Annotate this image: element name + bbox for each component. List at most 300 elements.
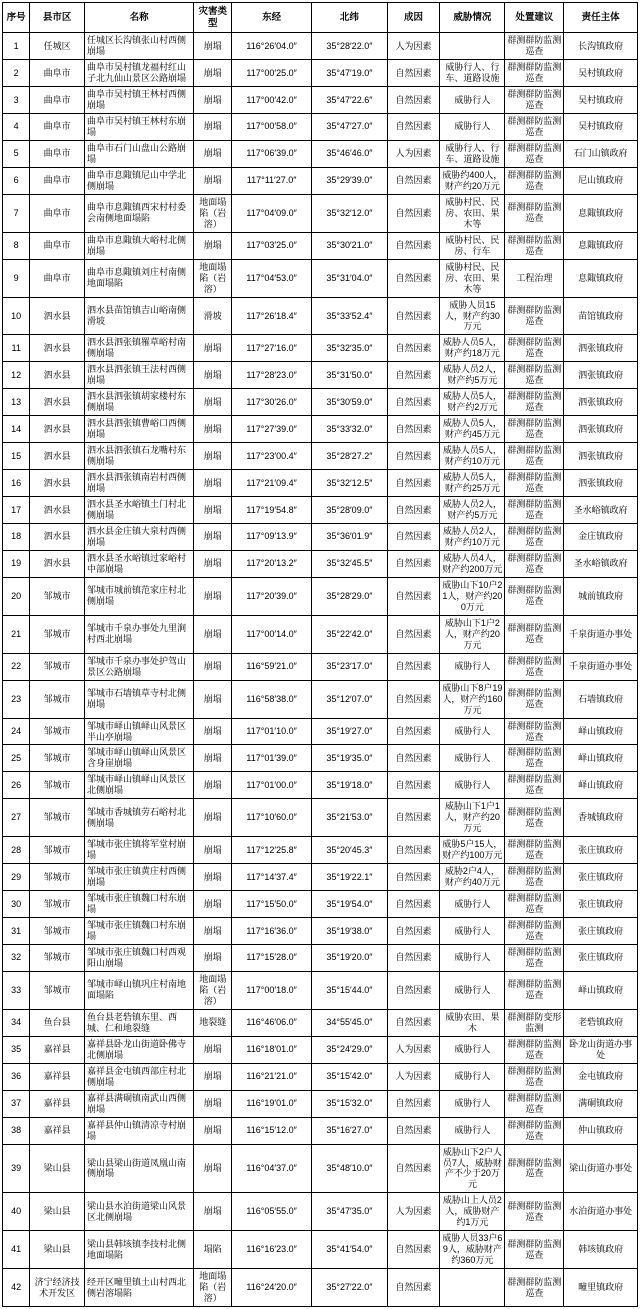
table-row: [3, 745, 638, 772]
table-row: [3, 799, 638, 837]
cell-county: 曲阜市: [30, 259, 85, 297]
cell-longitude: 116°24′20.0″: [232, 1269, 312, 1307]
cell-county: 任城区: [30, 33, 85, 60]
cell-threat: 威胁行人: [440, 1090, 505, 1117]
cell-threat: 威胁人员5人，财产约2万元: [440, 389, 505, 416]
cell-latitude: 35°19′18.0″: [312, 772, 388, 799]
cell-threat: 威胁行人: [440, 718, 505, 745]
cell-name: 任城区长沟镇张山村西侧崩塌: [84, 33, 193, 60]
cell-latitude: 35°32′35.0″: [312, 335, 388, 362]
cell-cause: 自然因素: [387, 653, 440, 680]
cell-county: 梁山县: [30, 1231, 85, 1269]
cell-recommendation: 群测群防监测巡查: [505, 443, 564, 470]
cell-responsible-party: 泗张镇政府: [564, 443, 638, 470]
table-row: [3, 1117, 638, 1144]
cell-recommendation: 群测群防监测巡查: [505, 416, 564, 443]
cell-latitude: 35°15′42.0″: [312, 1063, 388, 1090]
table-row: [3, 194, 638, 232]
cell-latitude: 35°33′52.4″: [312, 297, 388, 335]
cell-index: 5: [3, 140, 30, 167]
cell-cause: 自然因素: [387, 680, 440, 718]
cell-latitude: 35°47′19.0″: [312, 60, 388, 87]
cell-name: 嘉祥县金屯镇西部庄村北侧崩塌: [84, 1063, 193, 1090]
cell-cause: 自然因素: [387, 718, 440, 745]
cell-index: 11: [3, 335, 30, 362]
cell-recommendation: 群测群防监测巡查: [505, 1269, 564, 1307]
cell-index: 32: [3, 945, 30, 972]
cell-latitude: 35°28′22.0″: [312, 33, 388, 60]
column-header-recommendation: 处置建议: [505, 3, 564, 33]
cell-hazard-type: 崩塌: [194, 680, 232, 718]
cell-threat: [440, 1269, 505, 1307]
cell-name: 邹城市千泉办事处九里涧村西北崩塌: [84, 615, 193, 653]
cell-longitude: 117°26′18.4″: [232, 297, 312, 335]
cell-county: 邹城市: [30, 971, 85, 1009]
cell-county: 邹城市: [30, 680, 85, 718]
cell-longitude: 116°04′37.0″: [232, 1144, 312, 1193]
cell-latitude: 35°48′10.0″: [312, 1144, 388, 1193]
cell-latitude: 35°32′12.0″: [312, 194, 388, 232]
cell-threat: 威胁山下1户1人，财产约20万元: [440, 799, 505, 837]
table-row: [3, 772, 638, 799]
cell-name: 邹城市张庄镇魏口村西观阳山崩塌: [84, 945, 193, 972]
cell-latitude: 35°30′59.0″: [312, 389, 388, 416]
cell-recommendation: 群测群防监测巡查: [505, 60, 564, 87]
cell-county: 邹城市: [30, 891, 85, 918]
cell-county: 梁山县: [30, 1144, 85, 1193]
cell-hazard-type: 崩塌: [194, 772, 232, 799]
cell-responsible-party: 张庄镇政府: [564, 891, 638, 918]
cell-name: 曲阜市息陬镇西宋村村委会南侧地面塌陷: [84, 194, 193, 232]
cell-longitude: 117°03′25.0″: [232, 232, 312, 259]
cell-index: 6: [3, 167, 30, 194]
cell-index: 22: [3, 653, 30, 680]
cell-responsible-party: 圣水峪镇政府: [564, 550, 638, 577]
cell-county: 曲阜市: [30, 60, 85, 87]
cell-name: 邹城市峄山镇峄山风景区北侧崩塌: [84, 772, 193, 799]
table-row: [3, 918, 638, 945]
cell-latitude: 35°47′22.6″: [312, 87, 388, 114]
cell-county: 泗水县: [30, 524, 85, 551]
cell-threat: [440, 33, 505, 60]
cell-name: 邹城市峄山镇巩庄村南地面塌陷: [84, 971, 193, 1009]
cell-latitude: 35°32′12.5″: [312, 470, 388, 497]
cell-responsible-party: 峄山镇政府: [564, 745, 638, 772]
cell-threat: 威胁约400人，财产约20万元: [440, 167, 505, 194]
cell-hazard-type: 崩塌: [194, 470, 232, 497]
cell-cause: 自然因素: [387, 470, 440, 497]
cell-responsible-party: 息陬镇政府: [564, 259, 638, 297]
cell-name: 泗水县泗张镇曹峪口西侧崩塌: [84, 416, 193, 443]
cell-county: 泗水县: [30, 497, 85, 524]
table-row: [3, 864, 638, 891]
cell-threat: 威胁行人: [440, 1036, 505, 1063]
cell-hazard-type: 崩塌: [194, 167, 232, 194]
cell-index: 37: [3, 1090, 30, 1117]
cell-recommendation: 群测群防监测巡查: [505, 297, 564, 335]
cell-threat: 威胁行人、行车、道路设施: [440, 60, 505, 87]
cell-cause: 自然因素: [387, 615, 440, 653]
cell-index: 33: [3, 971, 30, 1009]
cell-threat: 威胁行人: [440, 113, 505, 140]
cell-latitude: 35°29′39.0″: [312, 167, 388, 194]
cell-name: 邹城市千泉办事处护驾山景区公路崩塌: [84, 653, 193, 680]
cell-threat: 威胁农田、果木: [440, 1009, 505, 1036]
table-row: [3, 33, 638, 60]
cell-hazard-type: 崩塌: [194, 550, 232, 577]
cell-threat: 威胁人员33户69人，威胁财产约360万元: [440, 1231, 505, 1269]
cell-threat: 威胁行人、行车、道路设施: [440, 140, 505, 167]
cell-longitude: 117°00′18.0″: [232, 971, 312, 1009]
cell-hazard-type: 崩塌: [194, 87, 232, 114]
cell-hazard-type: 崩塌: [194, 718, 232, 745]
cell-index: 38: [3, 1117, 30, 1144]
cell-responsible-party: 吴村镇政府: [564, 87, 638, 114]
cell-longitude: 117°11′27.0″: [232, 167, 312, 194]
cell-name: 经开区疃里镇土山村西北侧岩溶塌陷: [84, 1269, 193, 1307]
cell-cause: 自然因素: [387, 1144, 440, 1193]
cell-cause: 自然因素: [387, 918, 440, 945]
cell-threat: 威胁行人: [440, 653, 505, 680]
table-row: [3, 945, 638, 972]
cell-name: 泗水县金庄镇大泉村西侧崩塌: [84, 524, 193, 551]
cell-cause: 自然因素: [387, 799, 440, 837]
table-row: [3, 1036, 638, 1063]
cell-recommendation: 群测群防监测巡查: [505, 1144, 564, 1193]
cell-cause: 自然因素: [387, 577, 440, 615]
cell-latitude: 35°32′45.5″: [312, 550, 388, 577]
cell-recommendation: 群测群防监测巡查: [505, 718, 564, 745]
cell-threat: 威胁村民、民房、行车: [440, 232, 505, 259]
cell-cause: 自然因素: [387, 1117, 440, 1144]
cell-longitude: 117°00′25.0″: [232, 60, 312, 87]
cell-index: 20: [3, 577, 30, 615]
cell-hazard-type: 崩塌: [194, 443, 232, 470]
column-header-latitude: 北纬: [312, 3, 388, 33]
cell-longitude: 117°12′25.8″: [232, 837, 312, 864]
cell-name: 嘉祥县满硐镇南武山西侧崩塌: [84, 1090, 193, 1117]
cell-threat: 威胁行人: [440, 772, 505, 799]
cell-responsible-party: 水泊街道办事处: [564, 1193, 638, 1231]
cell-responsible-party: 苗馆镇政府: [564, 297, 638, 335]
cell-responsible-party: 峄山镇政府: [564, 971, 638, 1009]
cell-hazard-type: 崩塌: [194, 113, 232, 140]
cell-hazard-type: 崩塌: [194, 524, 232, 551]
cell-cause: 自然因素: [387, 335, 440, 362]
cell-threat: 威胁行人: [440, 1117, 505, 1144]
cell-recommendation: 群测群防监测巡查: [505, 550, 564, 577]
cell-responsible-party: 圣水峪镇政府: [564, 497, 638, 524]
cell-index: 4: [3, 113, 30, 140]
cell-name: 泗水县泗张镇石龙嘴村东侧崩塌: [84, 443, 193, 470]
cell-name: 邹城市香城镇劳石峪村北侧崩塌: [84, 799, 193, 837]
cell-county: 泗水县: [30, 416, 85, 443]
cell-recommendation: 群测群防监测巡查: [505, 971, 564, 1009]
cell-county: 泗水县: [30, 470, 85, 497]
cell-threat: 威胁山下10户21人，财产约200万元: [440, 577, 505, 615]
cell-cause: 自然因素: [387, 524, 440, 551]
cell-recommendation: 群测群防监测巡查: [505, 1036, 564, 1063]
table-row: [3, 1090, 638, 1117]
cell-longitude: 117°04′53.0″: [232, 259, 312, 297]
cell-county: 梁山县: [30, 1193, 85, 1231]
cell-index: 18: [3, 524, 30, 551]
cell-index: 39: [3, 1144, 30, 1193]
cell-longitude: 117°14′37.4″: [232, 864, 312, 891]
cell-responsible-party: 满硐镇政府: [564, 1090, 638, 1117]
cell-county: 邹城市: [30, 772, 85, 799]
cell-recommendation: 工程治理: [505, 259, 564, 297]
cell-cause: 人为因素: [387, 140, 440, 167]
cell-threat: 威胁行人: [440, 971, 505, 1009]
cell-responsible-party: 城前镇政府: [564, 577, 638, 615]
cell-threat: 威胁5户15人，财产约100万元: [440, 837, 505, 864]
cell-latitude: 35°19′35.0″: [312, 745, 388, 772]
cell-hazard-type: 崩塌: [194, 389, 232, 416]
cell-threat: 威胁山下1户2人，财产约20万元: [440, 615, 505, 653]
cell-latitude: 35°19′20.0″: [312, 945, 388, 972]
table-row: [3, 259, 638, 297]
cell-longitude: 117°04′09.0″: [232, 194, 312, 232]
cell-cause: 自然因素: [387, 259, 440, 297]
cell-name: 嘉祥县卧龙山街道卧佛寺北侧崩塌: [84, 1036, 193, 1063]
cell-cause: 自然因素: [387, 1231, 440, 1269]
table-row: [3, 653, 638, 680]
cell-threat: 威胁山上人员2人，威胁财产约1万元: [440, 1193, 505, 1231]
cell-cause: 自然因素: [387, 864, 440, 891]
cell-hazard-type: 崩塌: [194, 140, 232, 167]
cell-index: 31: [3, 918, 30, 945]
cell-index: 9: [3, 259, 30, 297]
cell-hazard-type: 崩塌: [194, 577, 232, 615]
cell-recommendation: 群测群防监测巡查: [505, 87, 564, 114]
cell-responsible-party: 千泉街道办事处: [564, 653, 638, 680]
cell-index: 28: [3, 837, 30, 864]
table-row: [3, 362, 638, 389]
cell-longitude: 117°01′10.0″: [232, 718, 312, 745]
cell-hazard-type: 崩塌: [194, 615, 232, 653]
cell-index: 3: [3, 87, 30, 114]
table-row: [3, 470, 638, 497]
cell-name: 曲阜市吴村镇王林村东崩塌: [84, 113, 193, 140]
cell-index: 21: [3, 615, 30, 653]
cell-responsible-party: 疃里镇政府: [564, 1269, 638, 1307]
cell-threat: 威胁2户4人，财产约40万元: [440, 864, 505, 891]
cell-county: 泗水县: [30, 362, 85, 389]
cell-index: 40: [3, 1193, 30, 1231]
cell-recommendation: 群测群防监测巡查: [505, 615, 564, 653]
cell-longitude: 117°19′54.8″: [232, 497, 312, 524]
cell-hazard-type: 崩塌: [194, 918, 232, 945]
table-row: [3, 680, 638, 718]
cell-cause: 自然因素: [387, 745, 440, 772]
cell-county: 泗水县: [30, 443, 85, 470]
cell-threat: 威胁行人: [440, 891, 505, 918]
cell-responsible-party: 老砦镇政府: [564, 1009, 638, 1036]
table-row: [3, 389, 638, 416]
cell-name: 泗水县泗张镇罹草峪村南侧崩塌: [84, 335, 193, 362]
table-row: [3, 60, 638, 87]
cell-county: 邹城市: [30, 945, 85, 972]
cell-county: 嘉祥县: [30, 1117, 85, 1144]
cell-county: 邹城市: [30, 837, 85, 864]
cell-threat: 威胁行人: [440, 945, 505, 972]
cell-name: 泗水县泗张镇王法村西侧崩塌: [84, 362, 193, 389]
cell-name: 曲阜市息陬镇大峪村北侧崩塌: [84, 232, 193, 259]
cell-name: 邹城市张庄镇黄庄村西侧崩塌: [84, 864, 193, 891]
cell-recommendation: 群测群防监测巡查: [505, 799, 564, 837]
cell-recommendation: 群测群防监测巡查: [505, 524, 564, 551]
cell-hazard-type: 崩塌: [194, 1193, 232, 1231]
cell-recommendation: 群测群防监测巡查: [505, 497, 564, 524]
table-row: [3, 1009, 638, 1036]
cell-responsible-party: 韩垓镇政府: [564, 1231, 638, 1269]
cell-index: 8: [3, 232, 30, 259]
cell-longitude: 116°18′01.0″: [232, 1036, 312, 1063]
table-row: [3, 837, 638, 864]
cell-threat: 威胁行人: [440, 745, 505, 772]
cell-longitude: 116°59′21.0″: [232, 653, 312, 680]
cell-latitude: 35°19′54.0″: [312, 891, 388, 918]
cell-cause: 自然因素: [387, 891, 440, 918]
cell-responsible-party: 张庄镇政府: [564, 837, 638, 864]
cell-county: 邹城市: [30, 653, 85, 680]
cell-index: 34: [3, 1009, 30, 1036]
cell-longitude: 116°21′21.0″: [232, 1063, 312, 1090]
cell-hazard-type: 崩塌: [194, 1036, 232, 1063]
cell-responsible-party: 息陬镇政府: [564, 194, 638, 232]
cell-responsible-party: 尼山镇政府: [564, 167, 638, 194]
cell-recommendation: 群测群防监测巡查: [505, 945, 564, 972]
table-row: [3, 891, 638, 918]
cell-recommendation: 群测群防监测巡查: [505, 1090, 564, 1117]
column-header-index: 序号: [3, 3, 30, 33]
cell-cause: 自然因素: [387, 1269, 440, 1307]
cell-county: 邹城市: [30, 745, 85, 772]
cell-latitude: 35°28′27.2″: [312, 443, 388, 470]
cell-threat: 威胁人员2人，财产约5万元: [440, 497, 505, 524]
cell-recommendation: 群测群防监测巡查: [505, 362, 564, 389]
cell-name: 邹城市张庄镇魏口村东崩塌: [84, 891, 193, 918]
cell-longitude: 116°15′12.0″: [232, 1117, 312, 1144]
cell-hazard-type: 崩塌: [194, 891, 232, 918]
cell-index: 25: [3, 745, 30, 772]
cell-longitude: 117°21′09.4″: [232, 470, 312, 497]
cell-threat: 威胁人员2人，财产约10万元: [440, 524, 505, 551]
cell-hazard-type: 崩塌: [194, 837, 232, 864]
cell-name: 泗水县苗馆镇吉山峪南侧滑坡: [84, 297, 193, 335]
cell-cause: 自然因素: [387, 232, 440, 259]
cell-index: 19: [3, 550, 30, 577]
cell-recommendation: 群测群防监测巡查: [505, 1117, 564, 1144]
cell-latitude: 35°15′44.0″: [312, 971, 388, 1009]
cell-name: 曲阜市石门山盘山公路崩塌: [84, 140, 193, 167]
cell-latitude: 35°22′42.0″: [312, 615, 388, 653]
cell-index: 16: [3, 470, 30, 497]
cell-recommendation: 群测群防监测巡查: [505, 772, 564, 799]
cell-recommendation: 群测群防监测巡查: [505, 864, 564, 891]
cell-name: 邹城市城前镇范家庄村北侧崩塌: [84, 577, 193, 615]
cell-cause: 自然因素: [387, 60, 440, 87]
table-header-row: [3, 3, 638, 33]
cell-latitude: 35°36′01.9″: [312, 524, 388, 551]
cell-cause: 自然因素: [387, 362, 440, 389]
cell-threat: 威胁人员5人，财产约25万元: [440, 470, 505, 497]
cell-responsible-party: 金庄镇政府: [564, 524, 638, 551]
cell-longitude: 116°26′04.0″: [232, 33, 312, 60]
cell-recommendation: 群测群防监测巡查: [505, 680, 564, 718]
cell-county: 嘉祥县: [30, 1036, 85, 1063]
cell-longitude: 117°00′58.0″: [232, 113, 312, 140]
cell-recommendation: 群测群防监测巡查: [505, 113, 564, 140]
cell-responsible-party: 泗张镇政府: [564, 362, 638, 389]
cell-county: 曲阜市: [30, 113, 85, 140]
table-row: [3, 971, 638, 1009]
cell-responsible-party: 张庄镇政府: [564, 945, 638, 972]
cell-latitude: 35°19′27.0″: [312, 718, 388, 745]
cell-responsible-party: 峄山镇政府: [564, 718, 638, 745]
cell-hazard-type: 崩塌: [194, 864, 232, 891]
cell-longitude: 116°46′06.0″: [232, 1009, 312, 1036]
cell-responsible-party: 泗张镇政府: [564, 416, 638, 443]
cell-longitude: 117°20′39.0″: [232, 577, 312, 615]
cell-longitude: 117°15′28.0″: [232, 945, 312, 972]
cell-latitude: 35°16′27.0″: [312, 1117, 388, 1144]
cell-index: 12: [3, 362, 30, 389]
cell-responsible-party: 泗张镇政府: [564, 470, 638, 497]
cell-hazard-type: 地面塌陷（岩溶）: [194, 971, 232, 1009]
cell-responsible-party: 泗张镇政府: [564, 389, 638, 416]
cell-county: 济宁经济技术开发区: [30, 1269, 85, 1307]
cell-threat: 威胁人员5人，财产约18万元: [440, 335, 505, 362]
cell-hazard-type: 崩塌: [194, 497, 232, 524]
cell-index: 30: [3, 891, 30, 918]
cell-county: 嘉祥县: [30, 1090, 85, 1117]
cell-recommendation: 群测群防监测巡查: [505, 918, 564, 945]
cell-county: 邹城市: [30, 799, 85, 837]
cell-recommendation: 群测群防监测巡查: [505, 389, 564, 416]
table-row: [3, 1063, 638, 1090]
cell-latitude: 35°30′21.0″: [312, 232, 388, 259]
cell-cause: 自然因素: [387, 416, 440, 443]
table-row: [3, 232, 638, 259]
table-row: [3, 443, 638, 470]
table-row: [3, 87, 638, 114]
cell-cause: 自然因素: [387, 1090, 440, 1117]
cell-county: 泗水县: [30, 389, 85, 416]
cell-longitude: 117°23′00.4″: [232, 443, 312, 470]
cell-index: 41: [3, 1231, 30, 1269]
cell-index: 14: [3, 416, 30, 443]
cell-hazard-type: 崩塌: [194, 33, 232, 60]
cell-threat: 威胁人员5人，财产约45万元: [440, 416, 505, 443]
cell-cause: 自然因素: [387, 389, 440, 416]
cell-longitude: 117°00′14.0″: [232, 615, 312, 653]
column-header-hazard-type: 灾害类型: [194, 3, 232, 33]
cell-hazard-type: 崩塌: [194, 1144, 232, 1193]
cell-latitude: 35°20′45.3″: [312, 837, 388, 864]
cell-responsible-party: 石墙镇政府: [564, 680, 638, 718]
cell-responsible-party: 吴村镇政府: [564, 60, 638, 87]
cell-county: 曲阜市: [30, 140, 85, 167]
cell-hazard-type: 崩塌: [194, 60, 232, 87]
cell-index: 17: [3, 497, 30, 524]
cell-name: 邹城市张庄镇将军堂村崩塌: [84, 837, 193, 864]
cell-cause: 自然因素: [387, 772, 440, 799]
cell-threat: 威胁行人: [440, 918, 505, 945]
cell-index: 1: [3, 33, 30, 60]
cell-recommendation: 群测群防监测巡查: [505, 232, 564, 259]
